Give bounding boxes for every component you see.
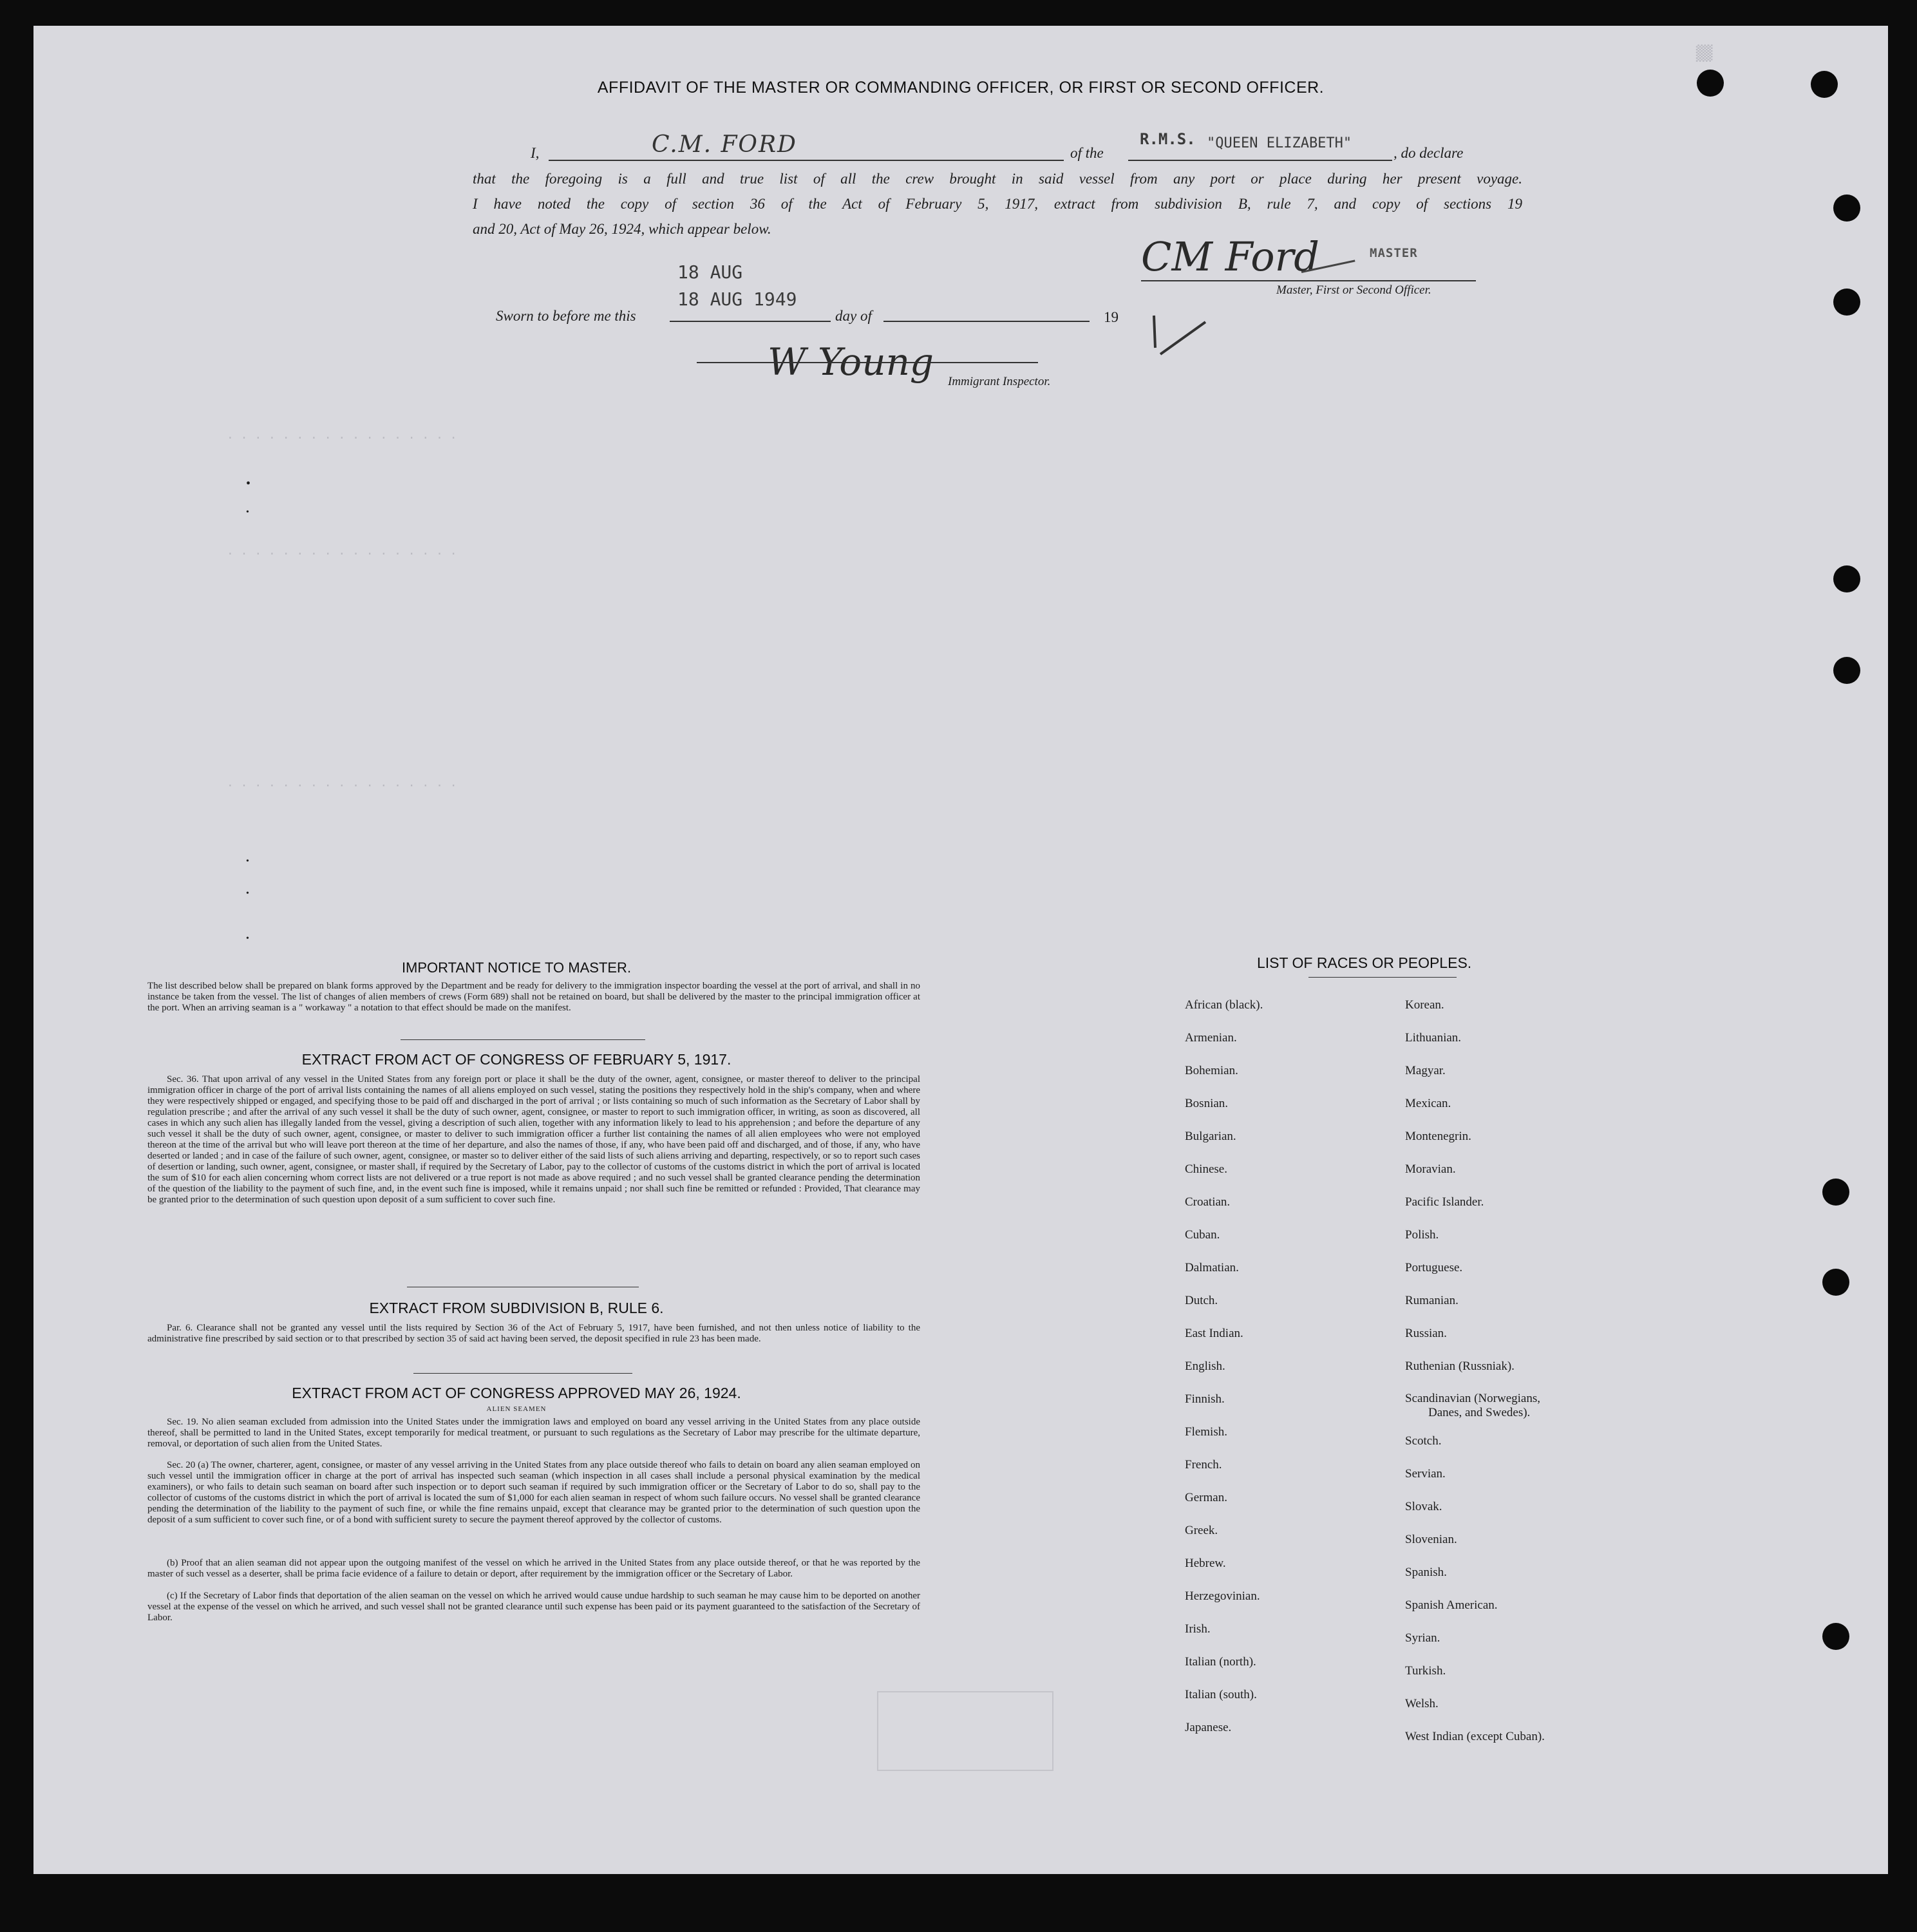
race-item: Danes, and Swedes).	[1428, 1406, 1531, 1419]
sec20a-text: Sec. 20 (a) The owner, charterer, agent, consignee, or master of any vessel arriving in the United States from any place outside thereof who fails to detain on board any alien seaman employed on such vessel until the immigration officer in charge at the port of arrival has inspected such seaman (which inspection in all cases shall include a personal physical examination by the medical examiners), or who fails to detain such seaman on board after such inspection or to deport such seaman if required by such immigration officer or the Secretary of Labor to do so, shall pay to the collector of customs of the customs district in which the port of arrival is located the sum of $1,000 for each alien seaman in respect of whom such failure occurs. No vessel shall be granted clearance pending the determination of the liability to the payment of such fine, or while the fine remains unpaid, except that clearance may be granted prior to the determination of such question upon the deposit of a sum sufficient to cover such fine, or of a bond with sufficient surety to secure the payment thereof approved by the collector of customs.	[147, 1460, 920, 1525]
declaration-line-3: I have noted the copy of section 36 of the Act of February 5, 1917, extract from subdivision B, rule 7, and copy of sections 19	[473, 196, 1522, 212]
race-item: English.	[1185, 1359, 1225, 1373]
officer-name-handwritten: C.M. FORD	[652, 131, 797, 158]
extract1-heading: EXTRACT FROM ACT OF CONGRESS OF FEBRUARY 5, 1917.	[301, 1051, 732, 1068]
race-item: Dutch.	[1185, 1294, 1218, 1307]
race-item: Cuban.	[1185, 1228, 1220, 1242]
race-item: German.	[1185, 1491, 1227, 1504]
race-item: Armenian.	[1185, 1031, 1237, 1045]
punch-hole	[1822, 1269, 1849, 1296]
master-signature: CM Ford	[1141, 233, 1319, 280]
sworn-month-rule	[883, 321, 1090, 322]
signature-rule	[1141, 280, 1476, 281]
notice-heading: IMPORTANT NOTICE TO MASTER.	[401, 960, 632, 976]
extract2-heading: EXTRACT FROM SUBDIVISION B, RULE 6.	[369, 1300, 664, 1316]
race-item: Magyar.	[1405, 1064, 1446, 1077]
race-item: Scandinavian (Norwegians,	[1405, 1392, 1540, 1405]
race-item: Spanish American.	[1405, 1598, 1498, 1612]
race-item: Slovenian.	[1405, 1533, 1457, 1546]
ship-prefix-stamp: R.M.S.	[1140, 130, 1196, 148]
race-item: Korean.	[1405, 998, 1444, 1012]
punch-hole	[1833, 565, 1860, 592]
race-item: Turkish.	[1405, 1664, 1446, 1678]
date-stamp: 18 AUG 1949	[677, 289, 797, 310]
declaration-line-2: that the foregoing is a full and true list of all the crew brought in said vessel from any port or place during her present voyage.	[473, 171, 1522, 187]
extract1-text: Sec. 36. That upon arrival of any vessel in the United States from any foreign port or place it shall be the duty of the owner, agent, consignee, or master thereof to deliver to the principal immigration officer in charge of the port of arrival lists containing the names of all aliens employed on such vessel, stating the positions they respectively hold in the ship's company, when and where they were respectively shipped or engaged, and specifying those to be paid off and discharged in the port of arrival ; or lists containing so much of such information as the Secretary of Labor shall by regulation prescribe ; and after the arrival of any such vessel it shall be the duty of such owner, agent, consignee, or master to report to such immigration officer, in writing, as soon as discovered, all cases in which any such alien has illegally landed from the vessel, giving a description of such alien, together with any information likely to lead to his apprehension ; and before the departure of any such vessel it shall be the duty of such owner, agent, consignee, or master to deliver to such immigration officer a further list containing the names of all alien employees who were not employed thereon at the time of the arrival but who will leave port thereon at the time of her departure, and also the names of those, if any, who have been paid off and discharged, and of those, if any, who have deserted or landed ; and in case of the failure of such owner, agent, consignee, or master so to deliver either of the said lists of such aliens arriving and departing, respectively, or so to report such cases of desertion or landing, such owner, agent, consignee, or master shall, if required by the Secretary of Labor, pay to the collector of customs of the customs district in which the port of arrival is located the sum of $10 for each alien concerning whom correct lists are not delivered or a true report is not made as above required ; and no such vessel shall be granted clearance pending the determination of the question of the liability to the payment of such fine, and, in the event such fine is imposed, while it remains unpaid ; nor shall such fine be remitted or refunded : Provided, That clearance may be granted prior to the determination of such question upon deposit of a sum sufficient to cover such fine.	[147, 1074, 920, 1205]
punch-hole	[1822, 1623, 1849, 1650]
notice-text: The list described below shall be prepared on blank forms approved by the Department and be ready for delivery to the immigration inspector boarding the vessel at the port of arrival, and shall in no instance be taken from the vessel. The list of changes of alien members of crews (Form 689) shall not be retained on board, but shall be delivered by the master to the principal immigration officer at the port. When an arriving seaman is a " workaway " a notation to that effect should be made on the manifest.	[147, 981, 920, 1013]
race-item: Croatian.	[1185, 1195, 1231, 1209]
divider	[401, 1039, 645, 1040]
race-item: Moravian.	[1405, 1162, 1456, 1176]
race-item: Flemish.	[1185, 1425, 1227, 1439]
race-item: Lithuanian.	[1405, 1031, 1462, 1045]
sworn-day-rule	[670, 321, 831, 322]
sec20c-text: (c) If the Secretary of Labor finds that deportation of the alien seaman on the vessel on which he arrived would cause undue hardship to such seaman he may cause him to be deported on another vessel at the expense of the vessel on which he arrived, and such vessel shall not be granted clearance until such expense has been paid or its payment guaranteed to the satisfaction of the Secretary of Labor.	[147, 1591, 920, 1623]
race-item: Dalmatian.	[1185, 1261, 1239, 1274]
year-prefix: 19	[1104, 309, 1119, 325]
race-item: Syrian.	[1405, 1631, 1440, 1645]
date-stamp-top: 18 AUG	[677, 261, 743, 283]
race-item: East Indian.	[1185, 1327, 1243, 1340]
master-stamp: MASTER	[1370, 246, 1418, 260]
sec19-text: Sec. 19. No alien seaman excluded from admission into the United States under the immigration laws and employed on board any vessel arriving in the United States from any place outside thereof, shall be permitted to land in the United States, except temporarily for medical treatment, or pursuant to such regulations as the Secretary of Labor may prescribe for the ultimate departure, removal, or deportation of such alien from the United States.	[147, 1417, 920, 1449]
punch-hole	[1833, 289, 1860, 316]
document-page: ▒▒ . . . . . . . . . . . . . . . . . . . . . . . . . . . . . . . . . . . . . . . . . . . . . . . . . . . AFFIDAVIT OF THE MASTER OR COMMANDING OFFICER, OR FIRST OR SECOND OFFICER. I, C.M. FORD of the R.M.S. "QUEEN ELIZABETH" , do declare that the foregoing is a full and true list of all the crew brought in said vessel from any port or place during her present voyage. I have noted the copy of section 36 of the Act of February 5, 1917, extract from subdivision B, rule 7, and copy of sections 19 and 20, Act of May 26, 1924, which appear below. CM Ford MASTER Master, First or Second Officer. 18 AUG 18 AUG 1949 Sworn to before me this day of 19 W Young Immigrant Inspector. • • • • • IMPORTANT NOTICE TO MASTER. The list described below shall be prepared on blank forms approved by the Department and be ready for delivery to the immigration inspector boarding the vessel at the port of arrival, and shall in no instance be taken from the vessel. The list of changes of alien members of crews (Form 689) shall not be retained on board, but shall be delivered by the master to the principal immigration officer at the port. When an arriving seaman is a " workaway " a notation to that effect should be made on the manifest. EXTRACT FROM ACT OF CONGRESS OF FEBRUARY 5, 1917. Sec. 36. That upon arrival of any vessel in the United States from any foreign port or place it shall be the duty of the owner, agent, consignee, or master thereof to deliver to the principal immigration officer in charge of the port of arrival lists containing the names of all aliens employed on such vessel, stating the positions they respectively hold in the ship's company, when and where they were respectively shipped or engaged, and specifying those to be paid off and discharged in the port of arrival ; or lists containing so much of such information as the Secretary of Labor shall by regulation prescribe ; and after the arrival of any such vessel it shall be the duty of such owner, agent, consignee, or master to report to such immigration officer, in writing, as soon as discovered, all cases in which any such alien has illegally landed from the vessel, giving a description of such alien, together with any information likely to lead to his apprehension ; and before the departure of any such vessel it shall be the duty of such owner, agent, consignee, or master to deliver to such immigration officer a further list containing the names of all alien employees who were not employed thereon at the time of the arrival but who will leave port thereon at the time of her departure, and also the names of those, if any, who have been paid off and discharged, and of those, if any, who have deserted or landed ; and in case of the failure of such owner, agent, consignee, or master so to deliver either of the said lists of such aliens arriving and departing, respectively, or so to report such cases of desertion or landing, such owner, agent, consignee, or master shall, if required by the Secretary of Labor, pay to the collector of customs of the customs district in which the port of arrival is located the sum of $10 for each alien concerning whom correct lists are not delivered or a true report is not made as above required ; and no such vessel shall be granted clearance pending the determination of the question of the liability to the payment of such fine, and, in the event such fine is imposed, while it remains unpaid ; nor shall such fine be remitted or refunded : Provided, That clearance may be granted prior to the determination of such question upon deposit of a sum sufficient to cover such fine. EXTRACT FROM SUBDIVISION B, RULE 6. Par. 6. Clearance shall not be granted any vessel until the lists required by Section 36 of the Act of February 5, 1917, have been furnished, and not then unless notice of liability to the administrative fine prescribed by said section or to that prescribed by section 35 of said act having been served, the deposit specified in rule 23 has been made. EXTRACT FROM ACT OF CONGRESS APPROVED MAY 26, 1924. ALIEN SEAMEN Sec. 19. No alien seaman excluded from admission into the United States under the immigration laws and employed on board any vessel arriving in the United States from any place outside thereof, shall be permitted to land in the United States, except temporarily for medical treatment, or pursuant to such regulations as the Secretary of Labor may prescribe for the ultimate departure, removal, or deportation of such alien from the United States. Sec. 20 (a) The owner, charterer, agent, consignee, or master of any vessel arriving in the United States from any place outside thereof who fails to detain on board any alien seaman employed on such vessel until the immigration officer in charge at the port of arrival has inspected such seaman (which inspection in all cases shall include a personal physical examination by the medical examiners), or who fails to detain such seaman on board after such inspection or to deport such seaman if required by such immigration officer or the Secretary of Labor to do so, shall pay to the collector of customs of the customs district in which the port of arrival is located the sum of $1,000 for each alien seaman in respect of whom such failure occurs. No vessel shall be granted clearance pending the determination of the liability to the payment of such fine, or while the fine remains unpaid, except that clearance may be granted prior to the determination of such question upon the deposit of a sum sufficient to cover such fine, or of a bond with sufficient surety to secure the payment thereof approved by the collector of customs. (b) Proof that an alien seaman did not appear upon the outgoing manifest of the vessel on which he arrived in the United States from any place outside thereof, or that he was reported by the master of such vessel as a deserter, shall be prima facie evidence of a failure to detain or deport, after requirement by the immigration officer or the Secretary of Labor. (c) If the Secretary of Labor finds that deportation of the alien seaman on the vessel on which he arrived would cause undue hardship to such seaman he may cause him to be deported on another vessel at the expense of the vessel on which he arrived, and such vessel shall not be granted clearance until such expense has been paid or its payment guaranteed to the satisfaction of the Secretary of Labor. LIST OF RACES OR PEOPLES. African (black). Armenian. Bohemian. Bosnian. Bulgarian. Chinese. Croatian. Cuban. Dalmatian. Dutch. East Indian. English. Finnish. Flemish. French. German. Greek. Hebrew. Herzegovinian. Irish. Italian (north). Italian (south). Japanese. Korean. Lithuanian. Magyar. Mexican. Montenegrin. Moravian. Pacific Islander. Polish. Portuguese. Rumanian. Russian. Ruthenian (Russniak). Scandinavian (Norwegians, Danes, and Swedes). Scotch. Servian. Slovak. Slovenian. Spanish. Spanish American. Syrian. Turkish. Welsh. West Indian (except Cuban).	[33, 26, 1888, 1874]
sec20b-text: (b) Proof that an alien seaman did not appear upon the outgoing manifest of the vessel on which he arrived in the United States from any place outside thereof, or that he was reported by the master of such vessel as a deserter, shall be prima facie evidence of a failure to detain or deport, after requirement by the immigration officer or the Secretary of Labor.	[147, 1558, 920, 1579]
race-item: Servian.	[1405, 1467, 1446, 1481]
inspector-caption: Immigrant Inspector.	[948, 375, 1051, 388]
race-item: Welsh.	[1405, 1697, 1439, 1710]
race-item: Mexican.	[1405, 1097, 1451, 1110]
race-item: Ruthenian (Russniak).	[1405, 1359, 1515, 1373]
do-declare-label: , do declare	[1393, 145, 1464, 161]
inspector-signature: W Young	[768, 340, 934, 384]
extract3-heading: EXTRACT FROM ACT OF CONGRESS APPROVED MAY 26, 1924.	[292, 1385, 741, 1401]
race-item: Herzegovinian.	[1185, 1589, 1260, 1603]
signature-scribble	[1141, 309, 1218, 361]
race-item: Scotch.	[1405, 1434, 1442, 1448]
divider	[1308, 977, 1457, 978]
day-of-label: day of	[835, 308, 872, 324]
of-the-label: of the	[1070, 145, 1104, 161]
race-item: Italian (north).	[1185, 1655, 1256, 1669]
race-item: Bulgarian.	[1185, 1130, 1236, 1143]
declaration-line-4: and 20, Act of May 26, 1924, which appear below.	[473, 221, 771, 237]
race-item: Polish.	[1405, 1228, 1439, 1242]
race-item: African (black).	[1185, 998, 1263, 1012]
race-item: Montenegrin.	[1405, 1130, 1471, 1143]
race-item: Italian (south).	[1185, 1688, 1257, 1701]
affidavit-title: AFFIDAVIT OF THE MASTER OR COMMANDING OFFICER, OR FIRST OR SECOND OFFICER.	[597, 79, 1325, 97]
extract2-text: Par. 6. Clearance shall not be granted any vessel until the lists required by Section 36 of the Act of February 5, 1917, have been furnished, and not then unless notice of liability to the administrative fine prescribed by said section or to that prescribed by section 35 of said act having been served, the deposit specified in rule 23 has been made.	[147, 1323, 920, 1344]
race-item: Bosnian.	[1185, 1097, 1229, 1110]
faint-stamp-box	[877, 1691, 1053, 1771]
ship-rule	[1128, 160, 1392, 161]
declaration-i: I,	[531, 145, 540, 161]
race-item: Spanish.	[1405, 1566, 1447, 1579]
races-left-column	[1185, 989, 1263, 1744]
race-item: Portuguese.	[1405, 1261, 1463, 1274]
race-item: Bohemian.	[1185, 1064, 1238, 1077]
race-item: Irish.	[1185, 1622, 1211, 1636]
divider	[413, 1373, 632, 1374]
signature-caption: Master, First or Second Officer.	[1276, 283, 1431, 297]
sworn-label: Sworn to before me this	[496, 308, 636, 324]
punch-hole	[1833, 657, 1860, 684]
race-item: Pacific Islander.	[1405, 1195, 1484, 1209]
race-item: Greek.	[1185, 1524, 1218, 1537]
race-item: Russian.	[1405, 1327, 1447, 1340]
race-item: Hebrew.	[1185, 1557, 1226, 1570]
race-item: Japanese.	[1185, 1721, 1232, 1734]
race-item: Chinese.	[1185, 1162, 1227, 1176]
race-item: Finnish.	[1185, 1392, 1225, 1406]
alien-seamen-subheading: ALIEN SEAMEN	[486, 1405, 547, 1413]
race-item: Slovak.	[1405, 1500, 1442, 1513]
race-item: French.	[1185, 1458, 1222, 1472]
ship-name-stamp: "QUEEN ELIZABETH"	[1207, 135, 1352, 151]
punch-hole	[1833, 194, 1860, 222]
inspector-rule	[697, 362, 1038, 363]
race-item: Rumanian.	[1405, 1294, 1459, 1307]
name-rule	[549, 160, 1064, 161]
punch-hole	[1822, 1179, 1849, 1206]
races-right-column	[1405, 989, 1545, 1753]
races-heading: LIST OF RACES OR PEOPLES.	[1257, 954, 1472, 971]
race-item: West Indian (except Cuban).	[1405, 1730, 1545, 1743]
